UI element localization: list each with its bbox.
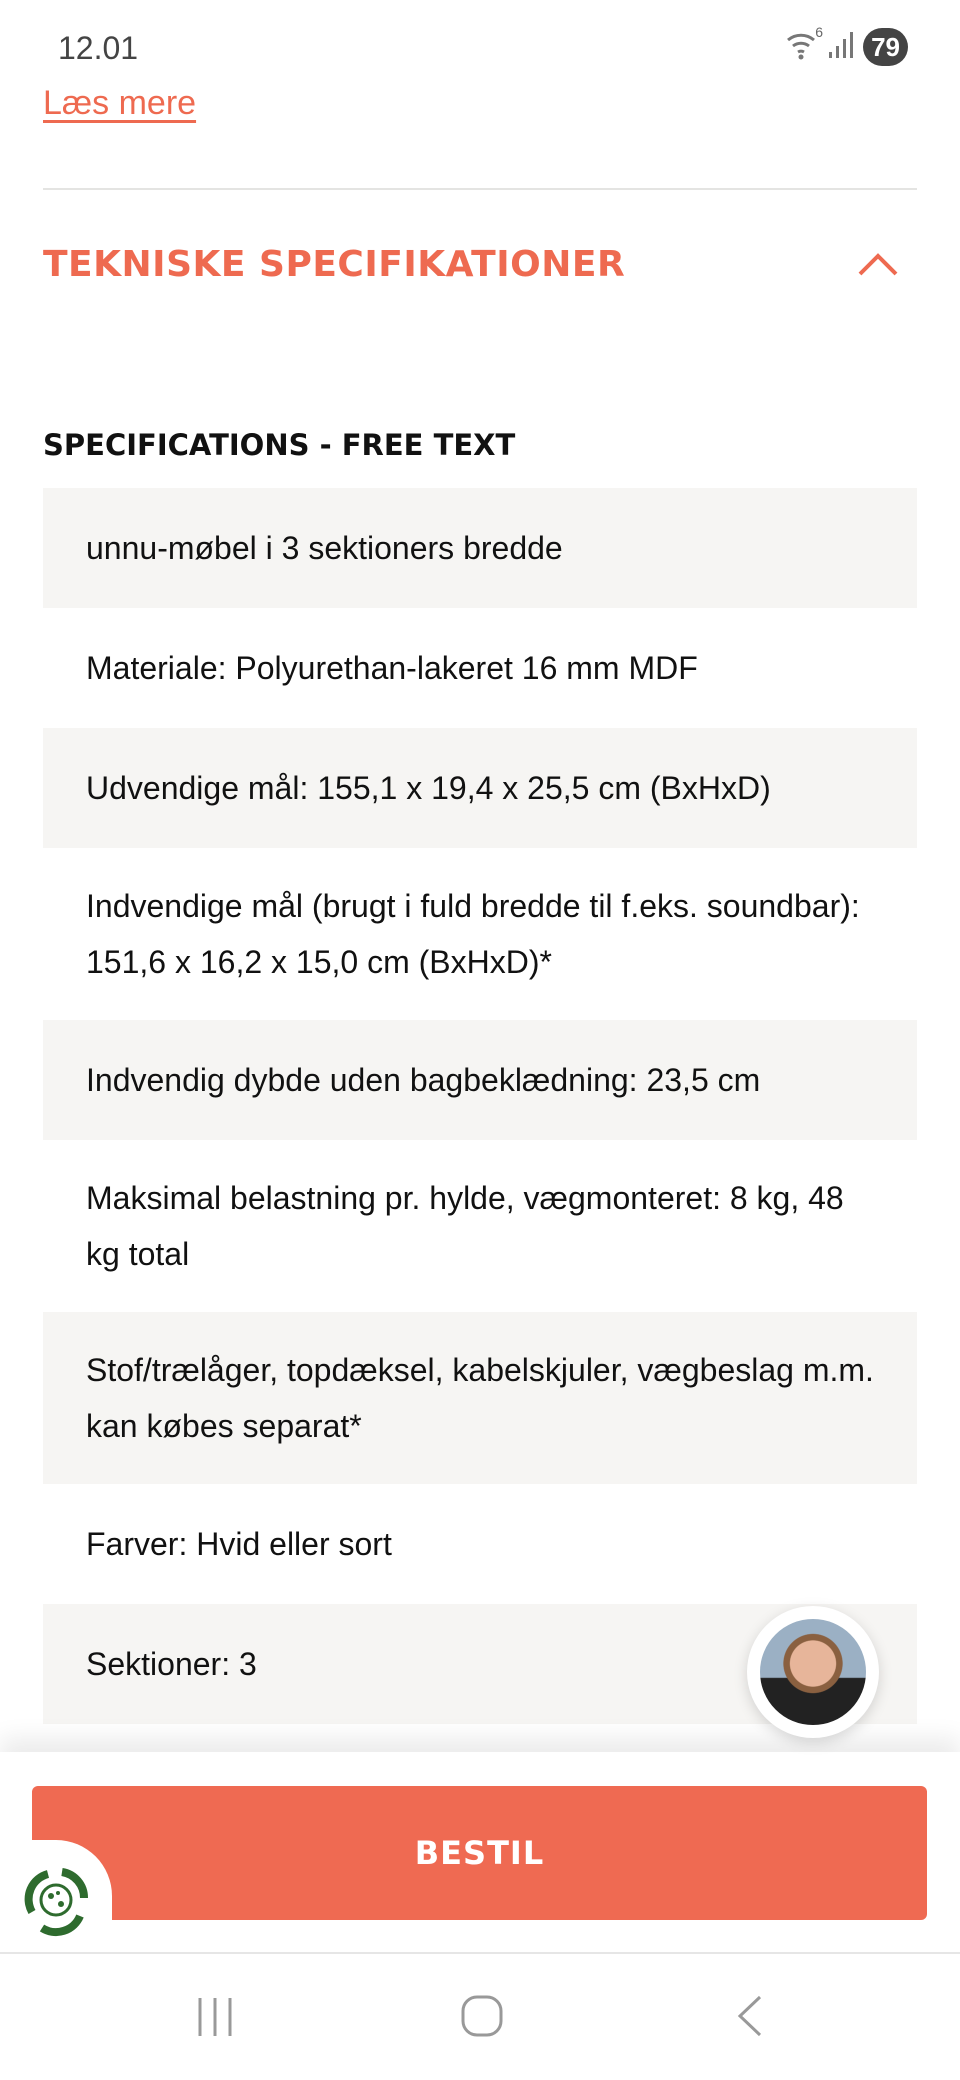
recycle-badge[interactable] <box>0 1840 112 1952</box>
order-button[interactable]: BESTIL <box>32 1786 927 1920</box>
recent-apps-icon[interactable] <box>194 1994 238 2043</box>
read-more-link[interactable]: Læs mere <box>43 84 197 122</box>
specs-heading: SPECIFICATIONS - FREE TEXT <box>43 428 516 462</box>
android-nav-bar <box>0 1952 960 2080</box>
spec-row: Indvendige mål (brugt i fuld bredde til f.eks. soundbar): 151,6 x 16,2 x 15,0 cm (BxHxD)* <box>86 888 860 980</box>
battery-indicator: 79 <box>863 28 908 66</box>
network-type-label: 6 <box>815 23 824 40</box>
chevron-up-icon[interactable] <box>856 250 900 283</box>
sticky-order-bar <box>0 1752 960 1952</box>
recycle-icon <box>18 1862 94 1943</box>
home-icon[interactable] <box>460 1994 504 2043</box>
signal-icon <box>827 30 855 65</box>
accordion-title: TEKNISKE SPECIFIKATIONER <box>43 244 626 285</box>
divider <box>43 188 917 190</box>
spec-row: Indvendig dybde uden bagbeklædning: 23,5 cm <box>43 1020 917 1140</box>
spec-row: Udvendige mål: 155,1 x 19,4 x 25,5 cm (BxHxD) <box>43 728 917 848</box>
status-bar <box>0 0 960 80</box>
spec-row: Maksimal belastning pr. hylde, vægmonteret: 8 kg, 48 kg total <box>86 1180 844 1272</box>
specs-table <box>43 488 917 1724</box>
avatar-photo <box>760 1619 866 1725</box>
spec-row: Materiale: Polyurethan-lakeret 16 mm MDF <box>86 650 698 686</box>
back-icon[interactable] <box>734 1994 764 2043</box>
spec-row: unnu-møbel i 3 sektioners bredde <box>43 488 917 608</box>
spec-row: Stof/trælåger, topdæksel, kabelskjuler, vægbeslag m.m. kan købes separat* <box>43 1312 917 1484</box>
wifi-icon <box>785 23 824 65</box>
spec-row: Sektioner: 3 <box>43 1604 917 1724</box>
status-time: 12.01 <box>58 30 139 66</box>
chat-support-avatar[interactable] <box>747 1606 879 1738</box>
spec-row: Farver: Hvid eller sort <box>86 1526 392 1562</box>
